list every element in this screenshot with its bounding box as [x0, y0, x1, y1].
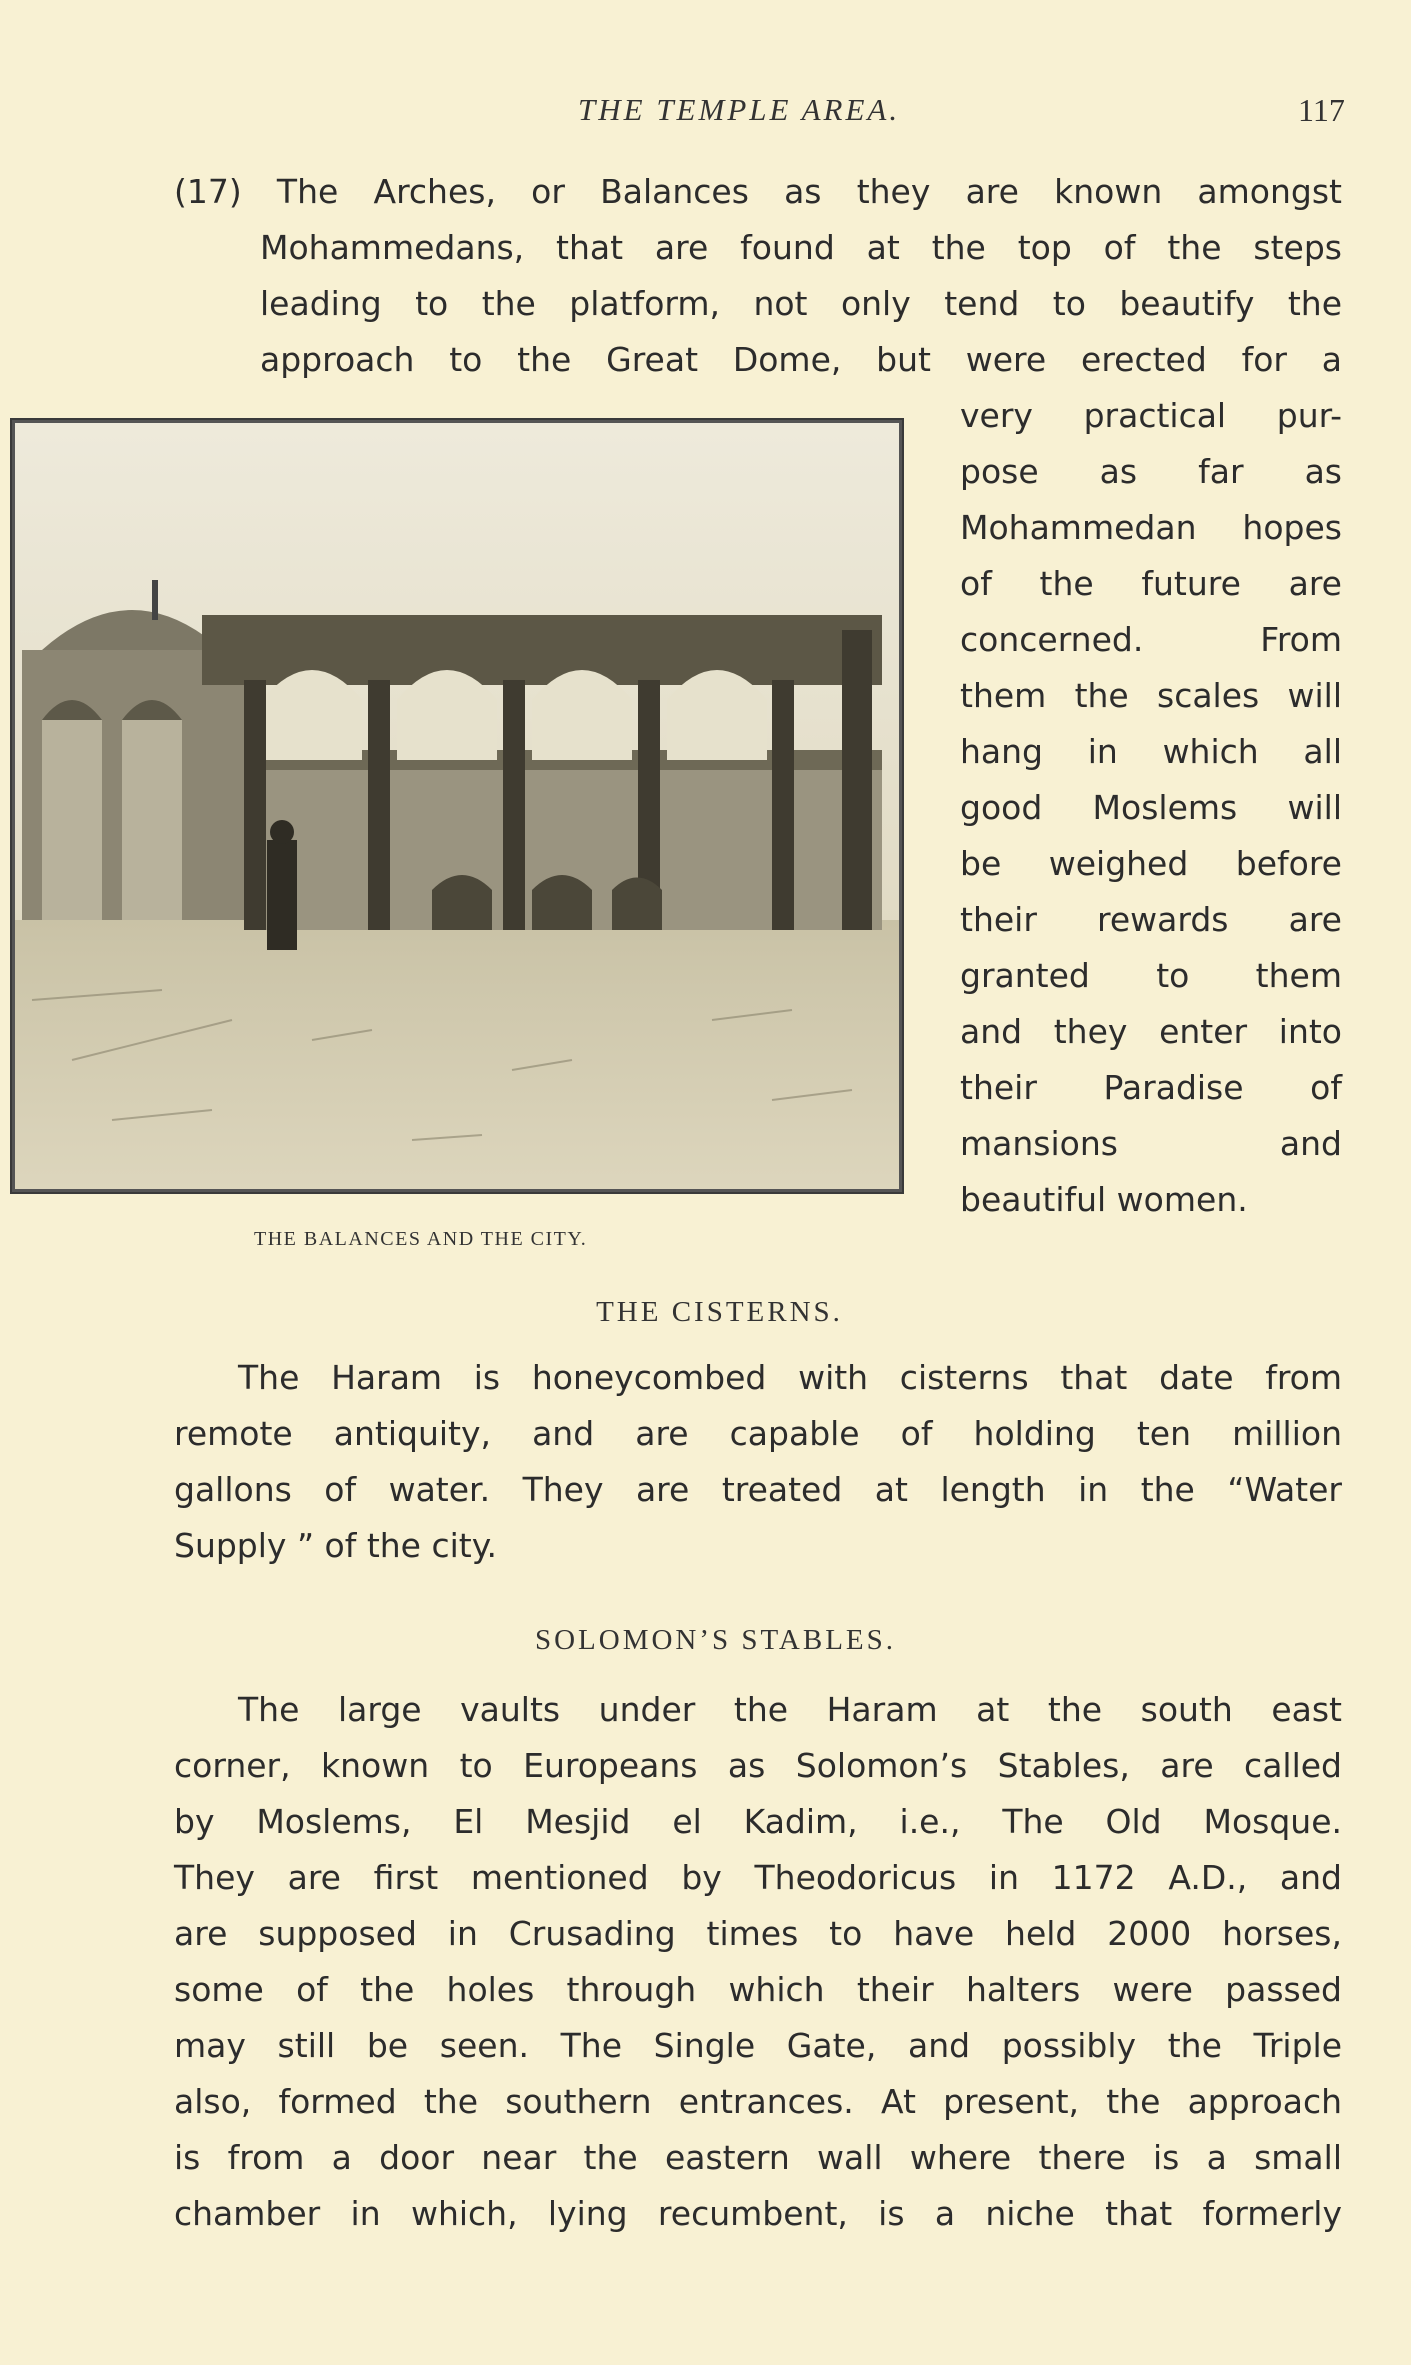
wrapped-line: their rewards are — [960, 900, 1342, 939]
section-17-line-1: (17) The Arches, or Balances as they are known amongst — [174, 172, 1342, 211]
section-17-line-3: leading to the platform, not only tend to beautify the — [260, 284, 1342, 323]
running-head — [0, 92, 1411, 132]
wrapped-line: be weighed before — [960, 844, 1342, 883]
wrapped-line: Mohammedan hopes — [960, 508, 1342, 547]
wrapped-line: concerned. From — [960, 620, 1342, 659]
section-17-line-4: approach to the Great Dome, but were erected for a — [260, 340, 1342, 379]
balances-photograph — [10, 418, 904, 1194]
wrapped-line: of the future are — [960, 564, 1342, 603]
figure-caption: THE BALANCES AND THE CITY. — [254, 1228, 588, 1250]
cisterns-line-1: The Haram is honeycombed with cisterns that date from — [238, 1358, 1342, 1397]
stables-line-2: corner, known to Europeans as Solomon’s Stables, are called — [174, 1746, 1342, 1785]
stables-line-4: They are first mentioned by Theodoricus in 1172 A.D., and — [174, 1858, 1342, 1897]
running-title: THE TEMPLE AREA. — [578, 92, 901, 127]
stables-line-7: may still be seen. The Single Gate, and possibly the Triple — [174, 2026, 1342, 2065]
stables-line-10: chamber in which, lying recumbent, is a niche that formerly — [174, 2194, 1342, 2233]
stables-line-5: are supposed in Crusading times to have held 2000 horses, — [174, 1914, 1342, 1953]
wrapped-line: hang in which all — [960, 732, 1342, 771]
wrapped-line: and they enter into — [960, 1012, 1342, 1051]
section-17-line-2: Mohammedans, that are found at the top of the steps — [260, 228, 1342, 267]
cisterns-heading: THE CISTERNS. — [596, 1296, 843, 1328]
wrapped-line: beautiful women. — [960, 1180, 1248, 1219]
stables-line-3: by Moslems, El Mesjid el Kadim, i.e., The Old Mosque. — [174, 1802, 1342, 1841]
cisterns-line-4: Supply ” of the city. — [174, 1526, 498, 1565]
wrapped-line: mansions and — [960, 1124, 1342, 1163]
wrapped-line: their Paradise of — [960, 1068, 1342, 1107]
stables-line-6: some of the holes through which their halters were passed — [174, 1970, 1342, 2009]
cisterns-line-2: remote antiquity, and are capable of holding ten million — [174, 1414, 1342, 1453]
stables-line-9: is from a door near the eastern wall where there is a small — [174, 2138, 1342, 2177]
stables-line-8: also, formed the southern entrances. At present, the approach — [174, 2082, 1342, 2121]
wrapped-line: very practical pur- — [960, 396, 1342, 435]
wrapped-line: granted to them — [960, 956, 1342, 995]
wrapped-line: pose as far as — [960, 452, 1342, 491]
wrapped-line: them the scales will — [960, 676, 1342, 715]
cisterns-line-3: gallons of water. They are treated at length in the “Water — [174, 1470, 1342, 1509]
page-number: 117 — [1298, 92, 1345, 128]
stables-line-1: The large vaults under the Haram at the south east — [238, 1690, 1342, 1729]
wrapped-line: good Moslems will — [960, 788, 1342, 827]
stables-heading: SOLOMON’S STABLES. — [534, 1624, 897, 1656]
section-17-wrapped-text — [960, 388, 1342, 1228]
